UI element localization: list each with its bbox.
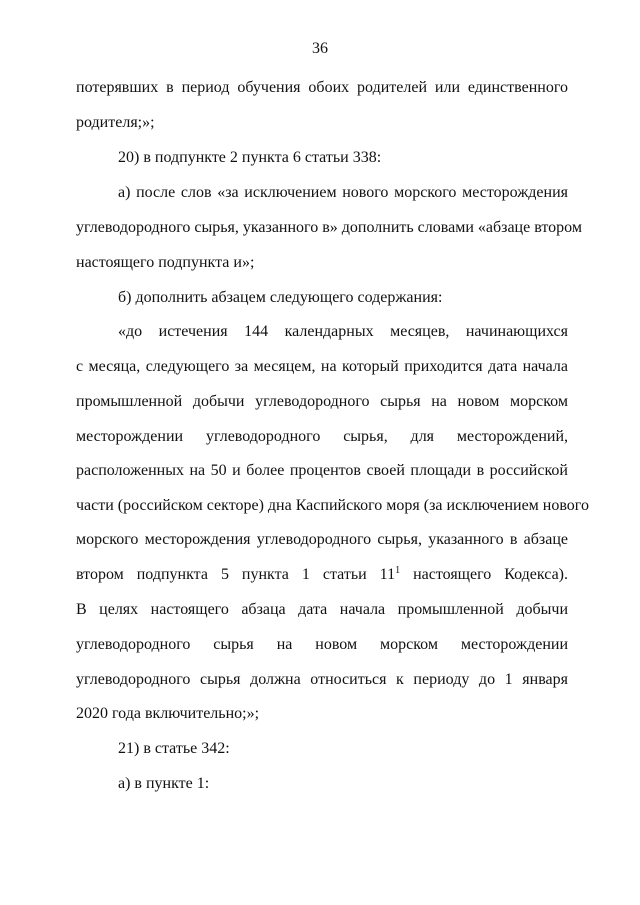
text-line: месторождении углеводородного сырья, для месторождений, <box>76 428 568 445</box>
text-line: морского месторождения углеводородного сырья, указанного в абзаце <box>76 531 568 548</box>
text-line: настоящего подпункта и»; <box>76 254 255 271</box>
line-segment: втором подпункта 5 пункта 1 статьи 11 <box>76 566 396 583</box>
page-number: 36 <box>312 40 328 57</box>
text-line: углеводородного сырья должна относиться к периоду до 1 января <box>76 671 568 688</box>
text-line: б) дополнить абзацем следующего содержания: <box>118 289 443 306</box>
text-line: 20) в подпункте 2 пункта 6 статьи 338: <box>118 149 382 166</box>
line-segment: настоящего Кодекса). <box>400 566 569 583</box>
text-line: углеводородного сырья, указанного в» дополнить словами «абзаце втором <box>76 219 582 236</box>
text-line: В целях настоящего абзаца дата начала промышленной добычи <box>76 601 568 618</box>
text-line: «до истечения 144 календарных месяцев, начинающихся <box>118 323 568 340</box>
text-line: с месяца, следующего за месяцем, на который приходится дата начала <box>76 358 568 375</box>
text-line: углеводородного сырья на новом морском месторождении <box>76 636 568 653</box>
text-line: а) после слов «за исключением нового морского месторождения <box>118 184 568 201</box>
text-line: потерявших в период обучения обоих родителей или единственного <box>76 79 568 96</box>
text-line: части (российском секторе) дна Каспийского моря (за исключением нового <box>76 497 589 514</box>
text-line: 2020 года включительно;»; <box>76 705 260 722</box>
text-line: а) в пункте 1: <box>118 775 210 792</box>
text-line-with-superscript <box>76 565 568 585</box>
text-line: 21) в статье 342: <box>118 740 230 757</box>
text-line: расположенных на 50 и более процентов своей площади в российской <box>76 462 568 479</box>
text-line: родителя;»; <box>76 114 155 131</box>
text-line: промышленной добычи углеводородного сырья на новом морском <box>76 393 568 410</box>
superscript: 1 <box>395 565 401 576</box>
